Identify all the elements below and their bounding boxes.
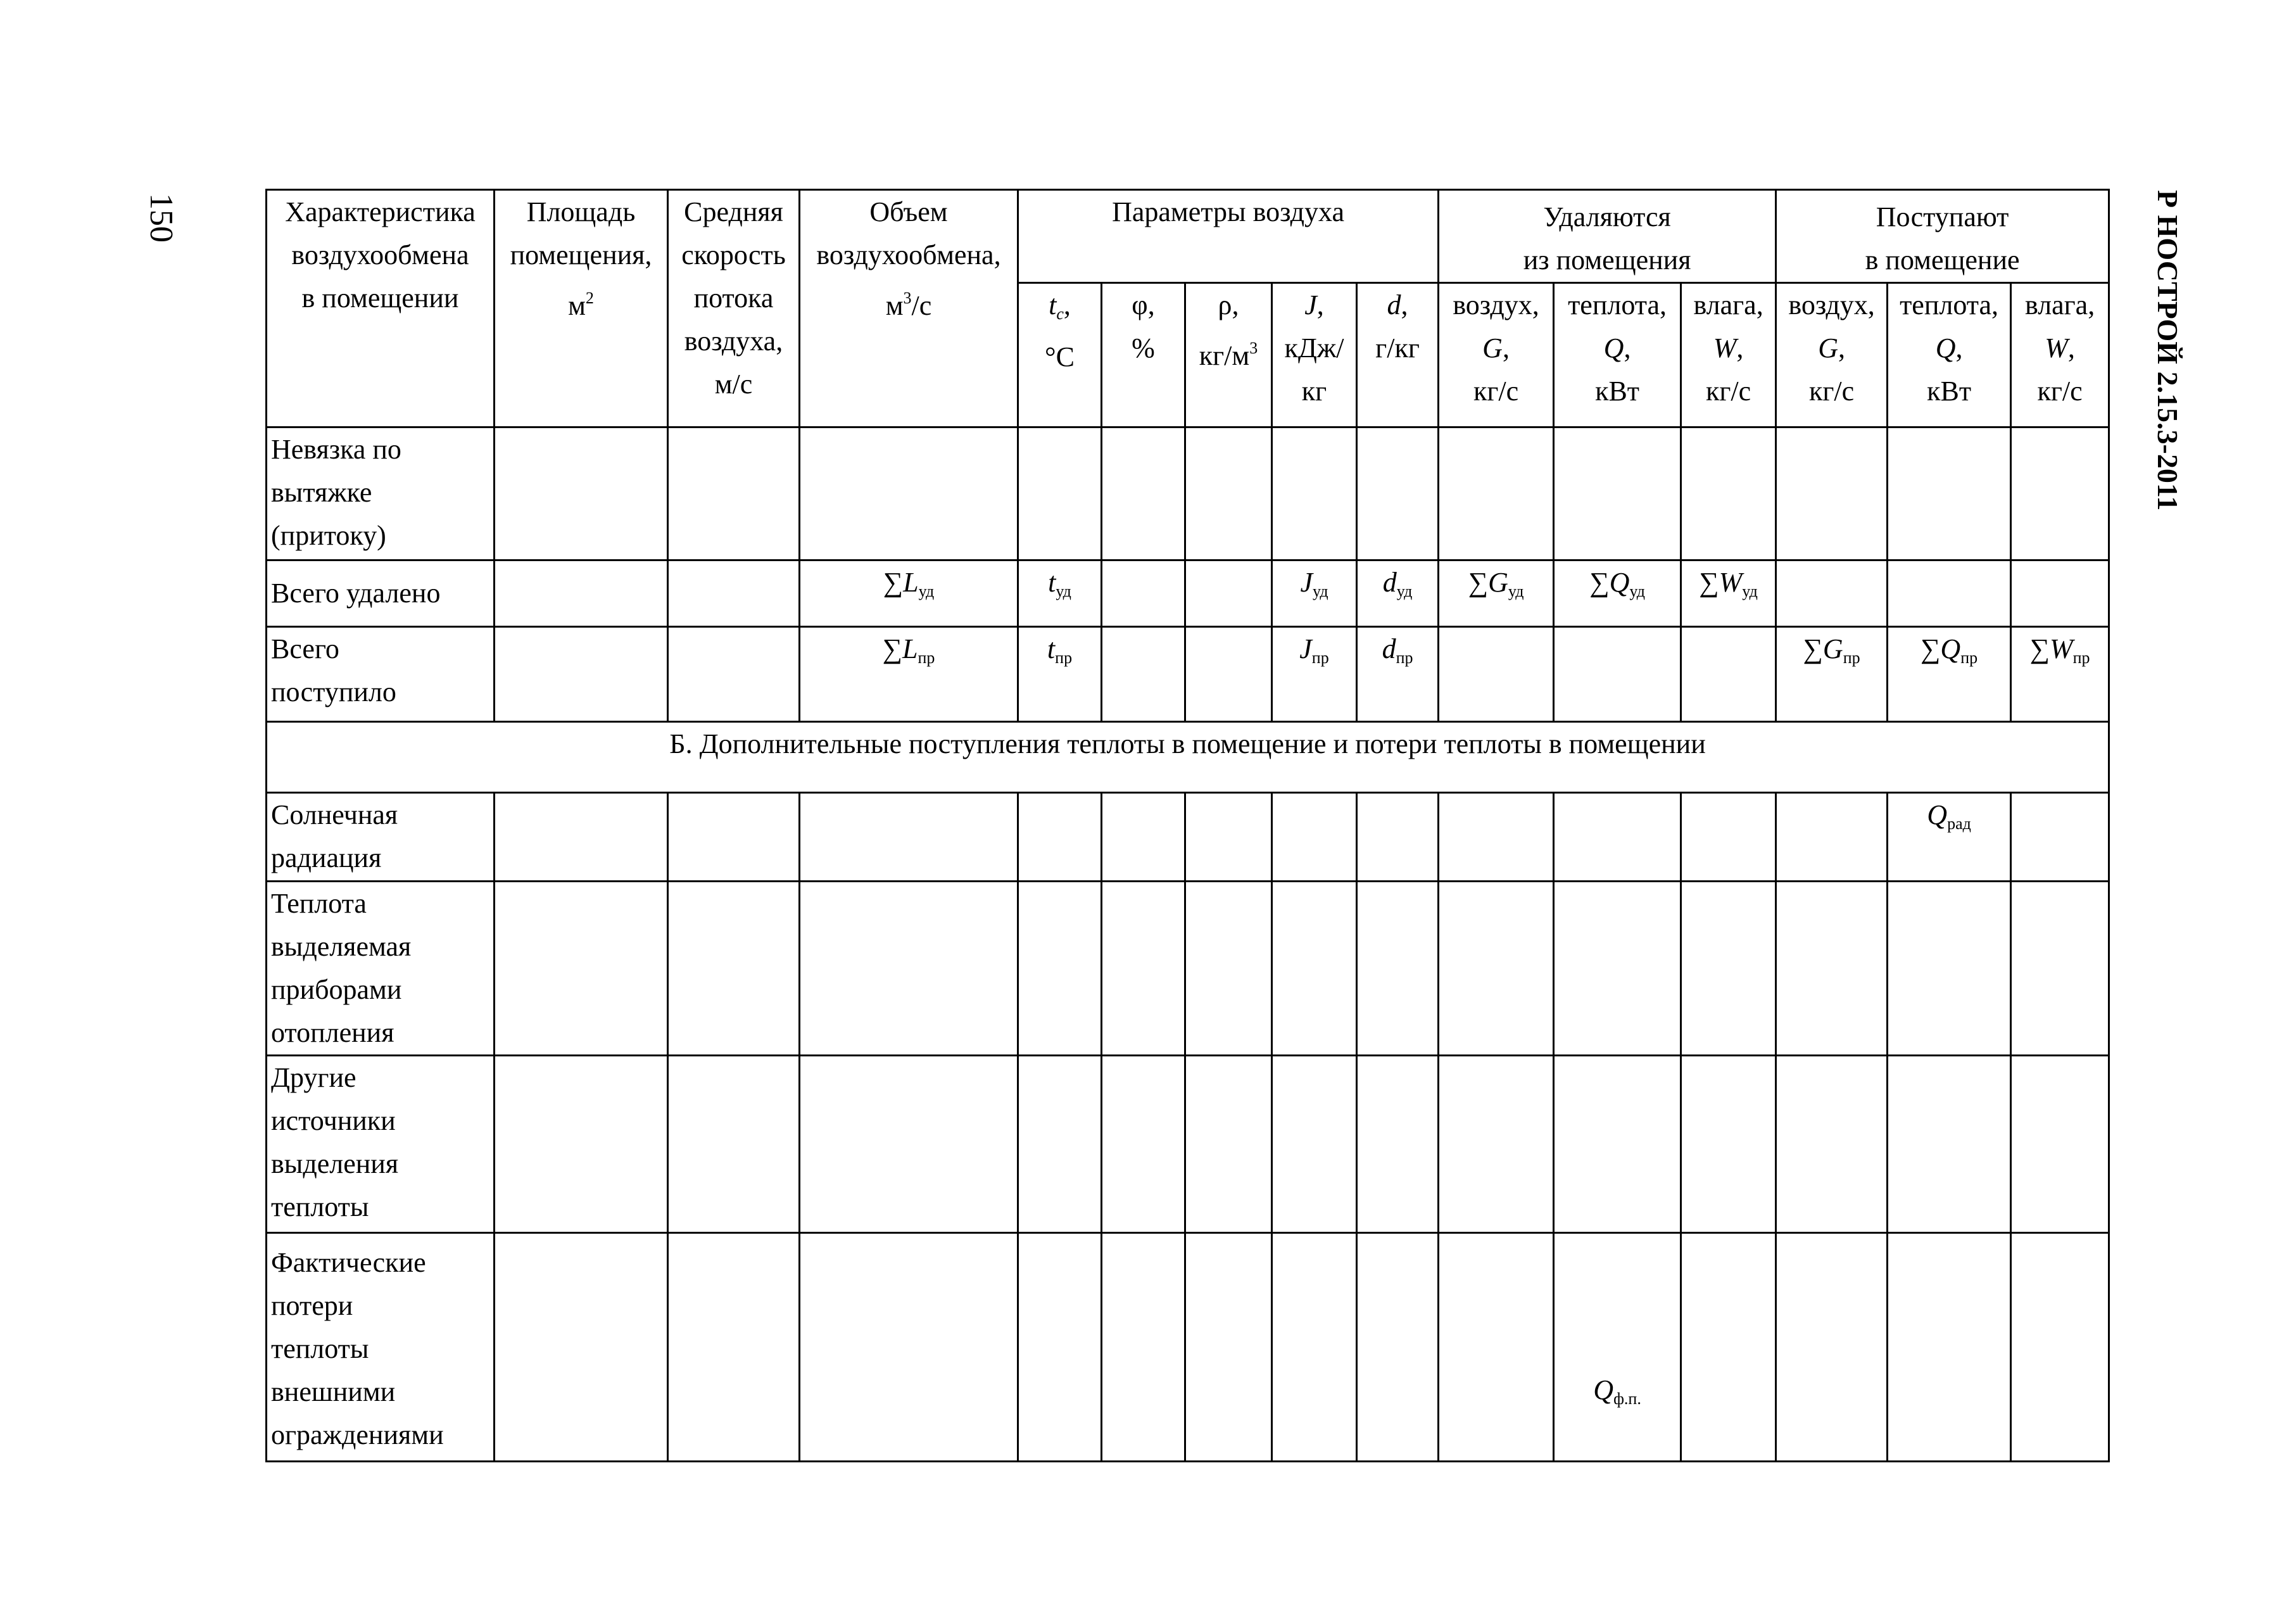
air-params-group-header: Параметры воздуха [1018, 190, 1439, 283]
section-b-title: Б. Дополнительные поступления теплоты в помещение и потери теплоты в помещении [267, 722, 2109, 793]
j-removed: $J_{уд}$ [1272, 560, 1357, 627]
table-row-removed-total [267, 560, 2109, 627]
row-label: Невязка по вытяжке (притоку) [267, 427, 495, 560]
supplied-group-header: Поступают в помещение [1776, 190, 2109, 283]
col-volume-header: Объем воздухообмена, $м^3/с$ [800, 190, 1018, 427]
row-label: Другие источники выделения теплоты [267, 1056, 495, 1233]
page-number: 150 [143, 193, 179, 243]
param-t-header: $t_c$, °C [1018, 283, 1102, 427]
table-row-other-sources [267, 1056, 2109, 1233]
row-label: Теплота выделяемая приборами отопления [267, 882, 495, 1056]
col-characteristic-header: Характеристика воздухообмена в помещении [267, 190, 495, 427]
row-label: Всего удалено [267, 560, 495, 627]
supplied-moisture-header: влага, W, кг/с [2011, 283, 2109, 427]
col-area-header: Площадь помещения, $м^2$ [495, 190, 668, 427]
sum-q-supplied: $\sum Q_{пр}$ [1888, 627, 2011, 722]
q-fp: $Q_{ф.п.}$ [1554, 1233, 1681, 1462]
sum-g-removed: $\sum G_{уд}$ [1439, 560, 1554, 627]
d-removed: $d_{уд}$ [1357, 560, 1439, 627]
col-velocity-header: Средняя скорость потока воздуха, м/с [668, 190, 800, 427]
t-supplied: $t_{пр}$ [1018, 627, 1102, 722]
sum-g-supplied: $\sum G_{пр}$ [1776, 627, 1888, 722]
removed-moisture-header: влага, W, кг/с [1681, 283, 1776, 427]
row-label: Фактические потери теплоты внешними ограждениями [267, 1233, 495, 1462]
table-row-heating [267, 882, 2109, 1056]
removed-group-header: Удаляются из помещения [1439, 190, 1776, 283]
table-row-solar [267, 793, 2109, 882]
j-supplied: $J_{пр}$ [1272, 627, 1357, 722]
param-j-header: J, кДж/ кг [1272, 283, 1357, 427]
sum-l-supplied: $\sum L_{пр}$ [800, 627, 1018, 722]
q-rad: $Q_{рад}$ [1888, 793, 2011, 882]
d-supplied: $d_{пр}$ [1357, 627, 1439, 722]
sum-w-supplied: $\sum W_{пр}$ [2011, 627, 2109, 722]
air-exchange-table [265, 189, 2110, 1462]
t-removed: $t_{уд}$ [1018, 560, 1102, 627]
param-phi-header: φ, % [1102, 283, 1185, 427]
table-row-actual-losses [267, 1233, 2109, 1462]
removed-air-header: воздух, G, кг/с [1439, 283, 1554, 427]
header-row-1 [267, 190, 2109, 283]
supplied-heat-header: теплота, Q, кВт [1888, 283, 2011, 427]
param-d-header: d, г/кг [1357, 283, 1439, 427]
param-rho-header: ρ, $кг/м^3$ [1185, 283, 1272, 427]
sum-w-removed: $\sum W_{уд}$ [1681, 560, 1776, 627]
row-label: Всего поступило [267, 627, 495, 722]
sum-q-removed: $\sum Q_{уд}$ [1554, 560, 1681, 627]
table-row-supplied-total [267, 627, 2109, 722]
table-row-section-b [267, 722, 2109, 793]
removed-heat-header: теплота, Q, кВт [1554, 283, 1681, 427]
table-row-imbalance [267, 427, 2109, 560]
row-label: Солнечная радиация [267, 793, 495, 882]
document-code: Р НОСТРОЙ 2.15.3-2011 [2152, 190, 2184, 511]
sum-l-removed: $\sum L_{уд}$ [800, 560, 1018, 627]
supplied-air-header: воздух, G, кг/с [1776, 283, 1888, 427]
